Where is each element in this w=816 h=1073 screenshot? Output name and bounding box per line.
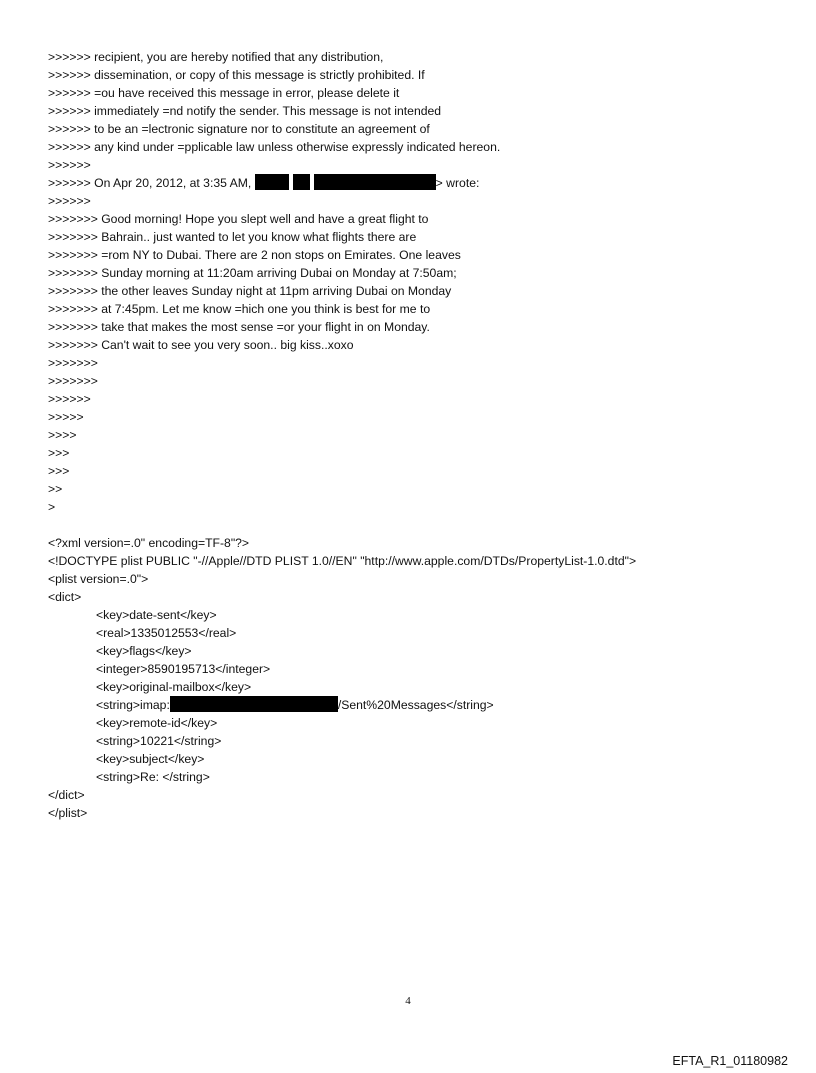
attribution-line — [48, 174, 768, 192]
xml-line: </dict> — [48, 788, 85, 802]
attribution-suffix: > wrote: — [435, 176, 480, 190]
text-line: >>>>>>> the other leaves Sunday night at 11pm arriving Dubai on Monday — [48, 284, 452, 298]
text-line: >>>>>>> Good morning! Hope you slept well and have a great flight to — [48, 212, 429, 226]
xml-line: <key>original-mailbox</key> — [96, 680, 252, 694]
redaction-block — [293, 174, 310, 190]
text-line: >>>>> — [48, 410, 84, 424]
text-line: >>>>>>> — [48, 356, 98, 370]
quoted-disclaimer — [48, 48, 768, 174]
text-line: >>>>>> — [48, 392, 91, 406]
xml-line: </plist> — [48, 806, 88, 820]
text-line: > — [48, 500, 56, 514]
redaction-block — [170, 696, 338, 712]
text-line: >>>>>> immediately =nd notify the sender. This message is not intended — [48, 104, 442, 118]
mailbox-line — [48, 696, 768, 714]
text-line: >>>>>> dissemination, or copy of this message is strictly prohibited. If — [48, 68, 425, 82]
quoted-message — [48, 192, 768, 516]
xml-line: <string>10221</string> — [96, 734, 222, 748]
text-line: >>>>>>> Sunday morning at 11:20am arriving Dubai on Monday at 7:50am; — [48, 266, 457, 280]
text-line: >>>> — [48, 428, 77, 442]
xml-line: <plist version=.0"> — [48, 572, 149, 586]
mailbox-suffix: /Sent%20Messages</string> — [337, 698, 494, 712]
text-line: >> — [48, 482, 63, 496]
text-line: >>>>>> recipient, you are hereby notified that any distribution, — [48, 50, 384, 64]
text-line: >>>>>>> at 7:45pm. Let me know =hich one you think is best for me to — [48, 302, 431, 316]
text-line: >>> — [48, 446, 70, 460]
email-document — [48, 48, 768, 822]
document-id: EFTA_R1_01180982 — [672, 1054, 788, 1068]
mailbox-prefix: <string>imap: — [96, 698, 170, 712]
plist-block — [48, 534, 768, 822]
xml-line: <string>Re: </string> — [96, 770, 210, 784]
xml-line: <real>1335012553</real> — [96, 626, 237, 640]
text-line: >>>>>> to be an =lectronic signature nor to constitute an agreement of — [48, 122, 430, 136]
xml-line: <key>subject</key> — [96, 752, 205, 766]
xml-line: <key>date-sent</key> — [96, 608, 217, 622]
text-line: >>>>>>> Bahrain.. just wanted to let you know what flights there are — [48, 230, 417, 244]
text-line: >>>>>>> Can't wait to see you very soon.. big kiss..xoxo — [48, 338, 354, 352]
xml-line: <key>flags</key> — [96, 644, 192, 658]
text-line: >>>>>>> take that makes the most sense =or your flight in on Monday. — [48, 320, 430, 334]
text-line: >>>>>>> — [48, 374, 98, 388]
redaction-block — [314, 174, 436, 190]
text-line: >>>>>> any kind under =pplicable law unless otherwise expressly indicated hereon. — [48, 140, 501, 154]
xml-line: <!DOCTYPE plist PUBLIC "-//Apple//DTD PLIST 1.0//EN" "http://www.apple.com/DTDs/PropertyList-1.0.dtd"> — [48, 554, 637, 568]
xml-line: <integer>8590195713</integer> — [96, 662, 271, 676]
text-line: >>>>>>> =rom NY to Dubai. There are 2 non stops on Emirates. One leaves — [48, 248, 461, 262]
text-line: >>> — [48, 464, 70, 478]
redaction-block — [255, 174, 289, 190]
text-line: >>>>>> — [48, 158, 91, 172]
attribution-prefix: >>>>>> On Apr 20, 2012, at 3:35 AM, — [48, 176, 255, 190]
xml-line: <key>remote-id</key> — [96, 716, 218, 730]
blank-line — [48, 516, 768, 534]
text-line: >>>>>> — [48, 194, 91, 208]
page-number: 4 — [405, 995, 411, 1007]
xml-line: <dict> — [48, 590, 82, 604]
xml-line: <?xml version=.0" encoding=TF-8"?> — [48, 536, 250, 550]
text-line: >>>>>> =ou have received this message in error, please delete it — [48, 86, 400, 100]
